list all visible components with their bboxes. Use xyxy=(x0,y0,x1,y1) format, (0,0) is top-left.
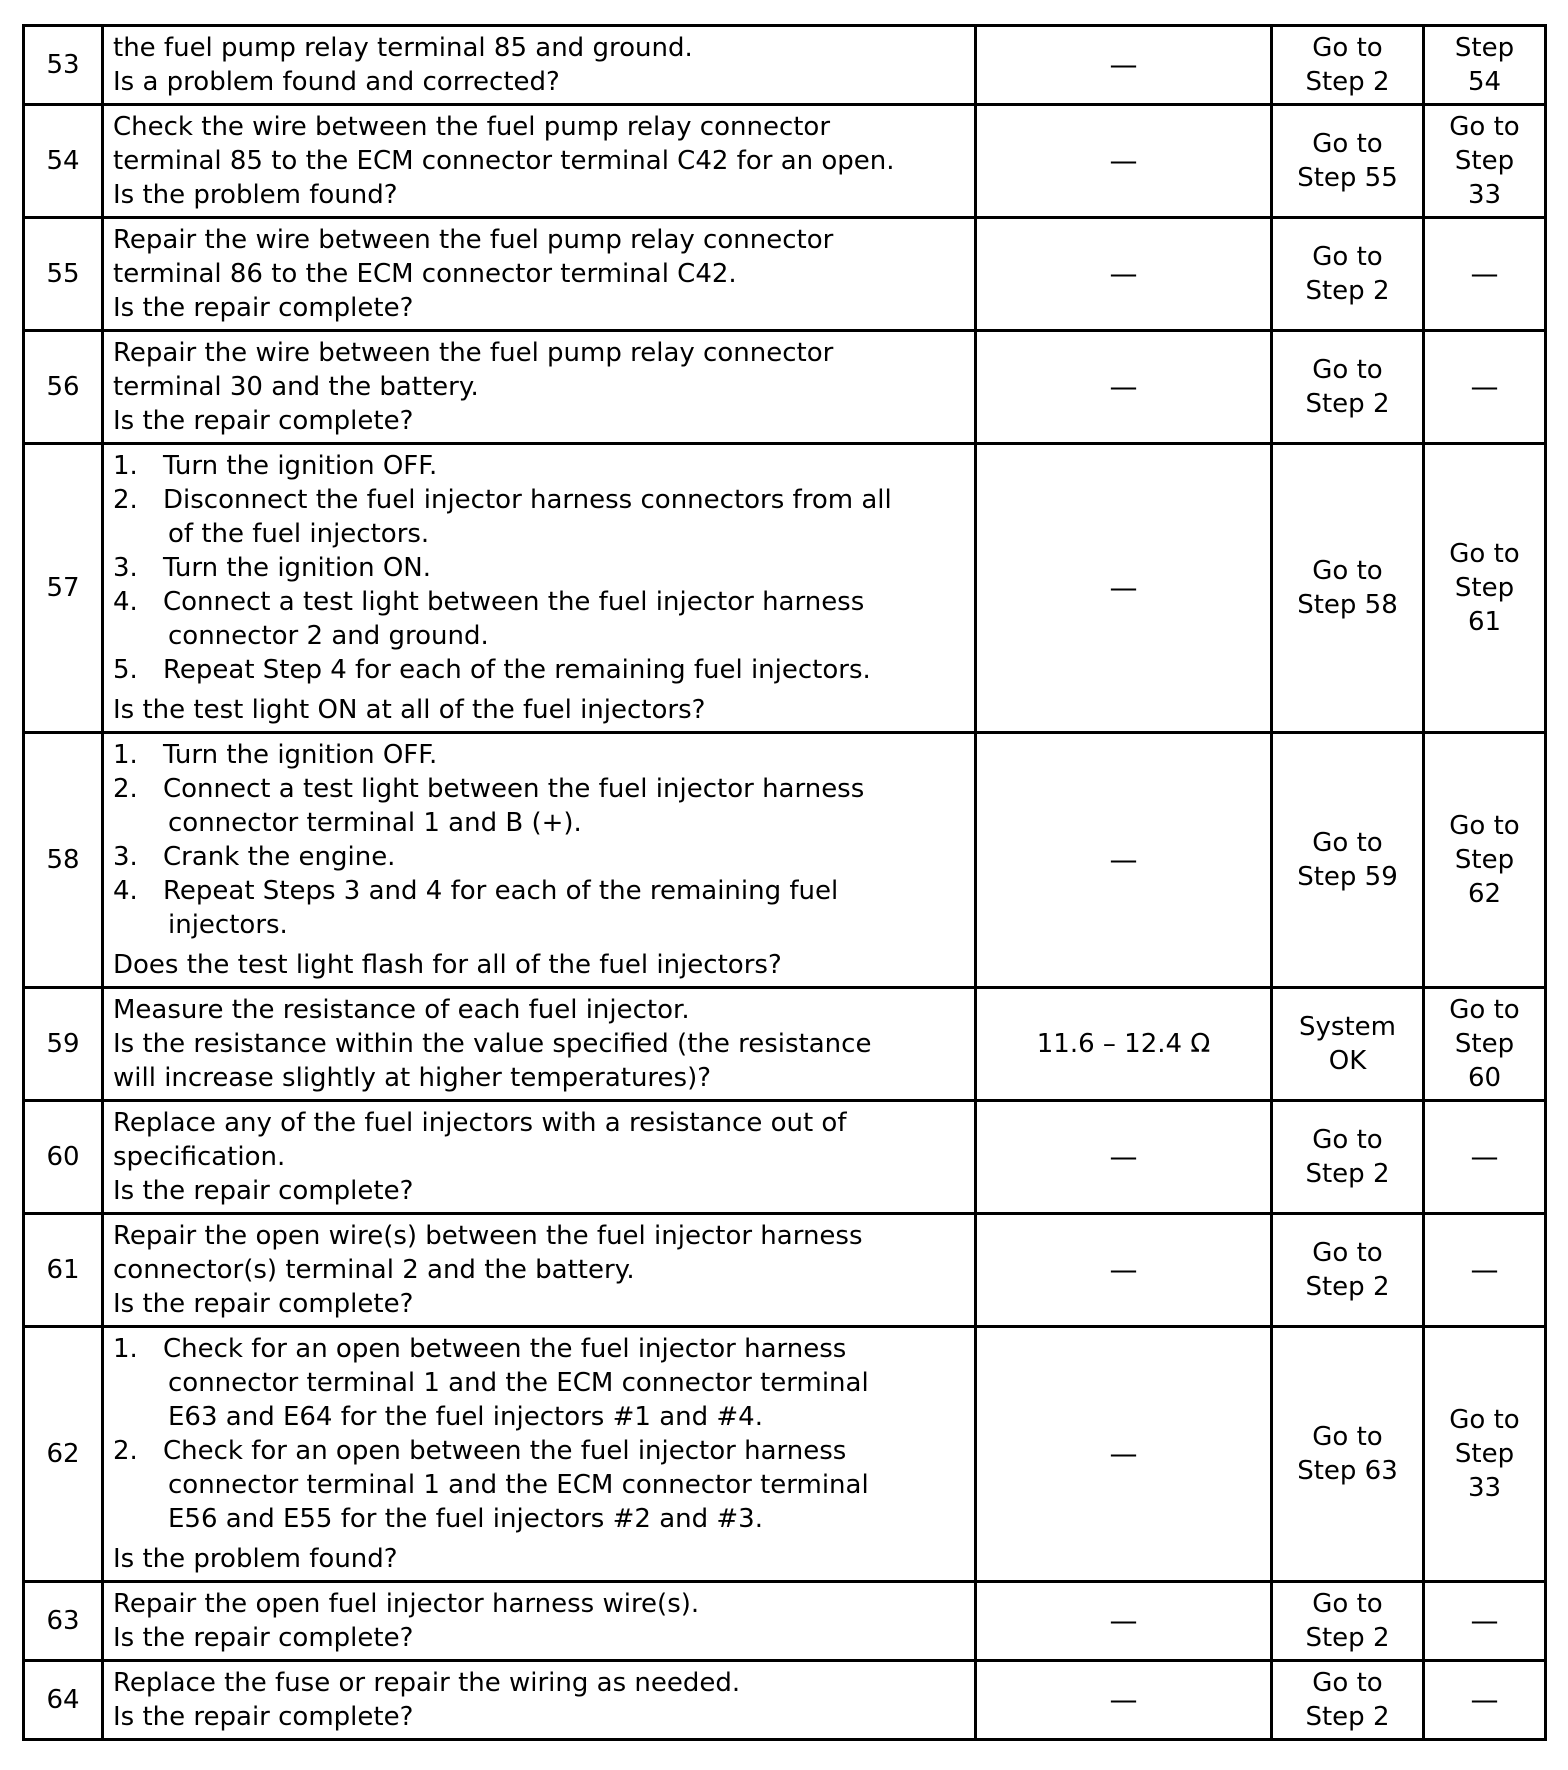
action-text-line: Measure the resistance of each fuel injector. xyxy=(113,995,690,1025)
yes-text-line: Go to xyxy=(1312,828,1383,858)
no-text-line: Go to xyxy=(1449,1405,1520,1435)
action-text-line: Replace the fuse or repair the wiring as needed. xyxy=(113,1668,741,1698)
no-text-line: Step xyxy=(1454,573,1515,603)
yes-text-line: Go to xyxy=(1312,129,1383,159)
no-text-line: — xyxy=(1470,1683,1499,1716)
action-step-text: Crank the engine. xyxy=(163,842,396,872)
action-text-line: Repair the wire between the fuel pump relay connector xyxy=(113,225,834,255)
action-question: Is the problem found? xyxy=(113,1544,398,1574)
step-number: 61 xyxy=(24,1214,103,1327)
yes-text-line: Go to xyxy=(1312,1589,1383,1619)
no-text-line: — xyxy=(1470,1140,1499,1173)
action-step-text: Turn the ignition OFF. xyxy=(163,451,438,481)
value-cell xyxy=(976,1101,1272,1214)
action-text-line: will increase slightly at higher temperatures)? xyxy=(113,1063,712,1093)
value-text: — xyxy=(1109,570,1138,604)
step-number: 57 xyxy=(24,444,103,733)
no-cell xyxy=(1424,1582,1546,1661)
step-number: 59 xyxy=(24,988,103,1101)
action-text-line: connector(s) terminal 2 and the battery. xyxy=(113,1255,635,1285)
no-cell xyxy=(1424,105,1546,218)
action-step-text: injectors. xyxy=(168,910,288,940)
yes-text-line: Step 2 xyxy=(1305,389,1390,419)
action-steps-list xyxy=(113,738,966,942)
table-row xyxy=(24,1101,1546,1214)
action-step-text: Disconnect the fuel injector harness connectors from all xyxy=(163,485,892,515)
no-text-line: — xyxy=(1470,1604,1499,1637)
step-number: 55 xyxy=(24,218,103,331)
table-row xyxy=(24,331,1546,444)
action-step-number: 2. xyxy=(113,1436,138,1466)
yes-text-line: System xyxy=(1299,1012,1396,1042)
action-step-number: 1. xyxy=(113,740,138,770)
action-text-line: Is the repair complete? xyxy=(113,293,414,323)
action-step-item xyxy=(113,772,966,840)
action-step-item xyxy=(113,551,966,585)
action-question: Does the test light flash for all of the fuel injectors? xyxy=(113,950,782,980)
action-step-text: connector terminal 1 and B (+). xyxy=(168,808,582,838)
yes-text-line: Go to xyxy=(1312,355,1383,385)
yes-cell xyxy=(1272,733,1424,988)
yes-text-line: Go to xyxy=(1312,242,1383,272)
step-number: 64 xyxy=(24,1661,103,1740)
yes-cell xyxy=(1272,1582,1424,1661)
no-text-line: — xyxy=(1470,370,1499,403)
no-cell xyxy=(1424,218,1546,331)
action-cell xyxy=(103,1582,976,1661)
yes-cell xyxy=(1272,105,1424,218)
action-step-number: 5. xyxy=(113,655,138,685)
action-cell xyxy=(103,444,976,733)
action-step-number: 2. xyxy=(113,485,138,515)
action-text-line: specification. xyxy=(113,1142,286,1172)
action-text-line: the fuel pump relay terminal 85 and ground. xyxy=(113,33,693,63)
no-cell xyxy=(1424,733,1546,988)
value-cell xyxy=(976,1327,1272,1582)
step-number: 53 xyxy=(24,26,103,105)
action-steps-list xyxy=(113,449,966,687)
value-text: — xyxy=(1109,842,1138,876)
yes-text-line: Step 2 xyxy=(1305,1702,1390,1732)
action-text-line: Repair the open fuel injector harness wire(s). xyxy=(113,1589,700,1619)
yes-text-line: Step 55 xyxy=(1297,163,1398,193)
no-text-line: 33 xyxy=(1467,180,1502,210)
table-row xyxy=(24,988,1546,1101)
yes-cell xyxy=(1272,444,1424,733)
no-text-line: 61 xyxy=(1467,607,1502,637)
value-text: — xyxy=(1109,1682,1138,1716)
value-cell xyxy=(976,1214,1272,1327)
no-cell xyxy=(1424,331,1546,444)
action-cell xyxy=(103,105,976,218)
yes-cell xyxy=(1272,1661,1424,1740)
value-cell xyxy=(976,1582,1272,1661)
no-text-line: 33 xyxy=(1467,1473,1502,1503)
action-cell xyxy=(103,733,976,988)
diagnostic-table-body xyxy=(24,26,1546,1740)
action-step-text: Turn the ignition OFF. xyxy=(163,740,438,770)
yes-text-line: Step 2 xyxy=(1305,1272,1390,1302)
table-row xyxy=(24,1582,1546,1661)
action-step-item xyxy=(113,840,966,874)
action-cell xyxy=(103,218,976,331)
action-step-item xyxy=(113,738,966,772)
action-step-text: Repeat Steps 3 and 4 for each of the remaining fuel xyxy=(163,876,839,906)
action-step-number: 1. xyxy=(113,451,138,481)
value-text: — xyxy=(1109,369,1138,403)
no-text-line: Go to xyxy=(1449,112,1520,142)
yes-cell xyxy=(1272,26,1424,105)
action-text-line: terminal 30 and the battery. xyxy=(113,372,479,402)
yes-text-line: Go to xyxy=(1312,1422,1383,1452)
no-cell xyxy=(1424,988,1546,1101)
value-cell xyxy=(976,733,1272,988)
action-step-text: of the fuel injectors. xyxy=(168,519,430,549)
table-row xyxy=(24,733,1546,988)
action-text-line: Is the resistance within the value specified (the resistance xyxy=(113,1029,872,1059)
action-step-item xyxy=(113,483,966,551)
yes-text-line: Step 2 xyxy=(1305,1623,1390,1653)
action-step-number: 4. xyxy=(113,876,138,906)
value-cell xyxy=(976,105,1272,218)
no-text-line: Step xyxy=(1454,1439,1515,1469)
action-cell xyxy=(103,26,976,105)
no-cell xyxy=(1424,444,1546,733)
action-step-number: 4. xyxy=(113,587,138,617)
action-text-line: Is the repair complete? xyxy=(113,406,414,436)
action-step-number: 3. xyxy=(113,842,138,872)
no-text-line: Step xyxy=(1454,33,1515,63)
action-question: Is the test light ON at all of the fuel injectors? xyxy=(113,695,706,725)
action-cell xyxy=(103,988,976,1101)
action-step-text: Connect a test light between the fuel injector harness xyxy=(163,587,865,617)
action-step-text: E63 and E64 for the fuel injectors #1 and #4. xyxy=(168,1402,763,1432)
action-step-text: Check for an open between the fuel injector harness xyxy=(163,1334,847,1364)
value-cell xyxy=(976,444,1272,733)
diagnostic-table xyxy=(22,24,1547,1741)
no-text-line: Step xyxy=(1454,146,1515,176)
value-cell xyxy=(976,988,1272,1101)
step-number: 58 xyxy=(24,733,103,988)
action-step-text: connector 2 and ground. xyxy=(168,621,489,651)
no-text-line: Go to xyxy=(1449,995,1520,1025)
no-cell xyxy=(1424,1101,1546,1214)
action-text-line: Is the problem found? xyxy=(113,180,398,210)
step-number: 56 xyxy=(24,331,103,444)
action-step-number: 3. xyxy=(113,553,138,583)
action-step-item xyxy=(113,449,966,483)
yes-text-line: Go to xyxy=(1312,1668,1383,1698)
action-text-line: Is the repair complete? xyxy=(113,1289,414,1319)
action-text-line: Check the wire between the fuel pump relay connector xyxy=(113,112,831,142)
no-cell xyxy=(1424,1327,1546,1582)
yes-text-line: Go to xyxy=(1312,33,1383,63)
value-text: — xyxy=(1109,143,1138,177)
action-text-line: Is the repair complete? xyxy=(113,1702,414,1732)
yes-text-line: Step 2 xyxy=(1305,67,1390,97)
action-step-text: Turn the ignition ON. xyxy=(163,553,431,583)
yes-text-line: Go to xyxy=(1312,556,1383,586)
action-text-line: Repair the open wire(s) between the fuel injector harness xyxy=(113,1221,863,1251)
no-text-line: Step xyxy=(1454,845,1515,875)
action-step-item xyxy=(113,653,966,687)
step-number: 62 xyxy=(24,1327,103,1582)
action-step-text: Repeat Step 4 for each of the remaining fuel injectors. xyxy=(163,655,871,685)
action-step-number: 1. xyxy=(113,1334,138,1364)
yes-text-line: Go to xyxy=(1312,1238,1383,1268)
table-row xyxy=(24,218,1546,331)
action-step-text: E56 and E55 for the fuel injectors #2 and #3. xyxy=(168,1504,763,1534)
table-row xyxy=(24,1214,1546,1327)
no-text-line: 62 xyxy=(1467,879,1502,909)
value-text: — xyxy=(1109,1603,1138,1637)
action-text-line: Is the repair complete? xyxy=(113,1623,414,1653)
action-cell xyxy=(103,1661,976,1740)
no-cell xyxy=(1424,1214,1546,1327)
table-row xyxy=(24,444,1546,733)
action-text-line: terminal 85 to the ECM connector terminal C42 for an open. xyxy=(113,146,895,176)
action-step-item xyxy=(113,585,966,653)
table-row xyxy=(24,105,1546,218)
no-cell xyxy=(1424,26,1546,105)
action-cell xyxy=(103,331,976,444)
action-step-text: Connect a test light between the fuel injector harness xyxy=(163,774,865,804)
action-step-number: 2. xyxy=(113,774,138,804)
action-text-line: Is a problem found and corrected? xyxy=(113,67,560,97)
value-text: — xyxy=(1109,256,1138,290)
yes-text-line: Step 58 xyxy=(1297,590,1398,620)
action-cell xyxy=(103,1327,976,1582)
yes-cell xyxy=(1272,1214,1424,1327)
action-text-line: terminal 86 to the ECM connector terminal C42. xyxy=(113,259,737,289)
action-text-line: Repair the wire between the fuel pump relay connector xyxy=(113,338,834,368)
value-text: — xyxy=(1109,1252,1138,1286)
value-cell xyxy=(976,26,1272,105)
yes-cell xyxy=(1272,218,1424,331)
yes-text-line: OK xyxy=(1328,1046,1367,1076)
action-step-text: connector terminal 1 and the ECM connector terminal xyxy=(168,1368,869,1398)
yes-cell xyxy=(1272,331,1424,444)
diagnostic-table-container xyxy=(22,24,1544,1741)
yes-cell xyxy=(1272,1327,1424,1582)
value-text: — xyxy=(1109,1139,1138,1173)
action-step-text: Check for an open between the fuel injector harness xyxy=(163,1436,847,1466)
no-text-line: Go to xyxy=(1449,811,1520,841)
yes-text-line: Step 63 xyxy=(1297,1456,1398,1486)
yes-cell xyxy=(1272,1101,1424,1214)
yes-cell xyxy=(1272,988,1424,1101)
step-number: 54 xyxy=(24,105,103,218)
no-text-line: — xyxy=(1470,257,1499,290)
table-row xyxy=(24,1661,1546,1740)
step-number: 63 xyxy=(24,1582,103,1661)
action-step-text: connector terminal 1 and the ECM connector terminal xyxy=(168,1470,869,1500)
yes-text-line: Step 2 xyxy=(1305,276,1390,306)
yes-text-line: Go to xyxy=(1312,1125,1383,1155)
action-steps-list xyxy=(113,1332,966,1536)
table-row xyxy=(24,1327,1546,1582)
action-cell xyxy=(103,1101,976,1214)
action-step-item xyxy=(113,874,966,942)
value-text: — xyxy=(1109,47,1138,81)
action-text-line: Is the repair complete? xyxy=(113,1176,414,1206)
action-text-line: Replace any of the fuel injectors with a resistance out of xyxy=(113,1108,847,1138)
no-text-line: — xyxy=(1470,1253,1499,1286)
value-text: 11.6 – 12.4 Ω xyxy=(1036,1029,1211,1059)
value-cell xyxy=(976,1661,1272,1740)
no-text-line: Step xyxy=(1454,1029,1515,1059)
no-text-line: Go to xyxy=(1449,539,1520,569)
yes-text-line: Step 59 xyxy=(1297,862,1398,892)
action-step-item xyxy=(113,1332,966,1434)
step-number: 60 xyxy=(24,1101,103,1214)
no-cell xyxy=(1424,1661,1546,1740)
value-cell xyxy=(976,218,1272,331)
action-step-item xyxy=(113,1434,966,1536)
yes-text-line: Step 2 xyxy=(1305,1159,1390,1189)
value-cell xyxy=(976,331,1272,444)
action-cell xyxy=(103,1214,976,1327)
table-row xyxy=(24,26,1546,105)
no-text-line: 54 xyxy=(1467,67,1502,97)
value-text: — xyxy=(1109,1436,1138,1470)
no-text-line: 60 xyxy=(1467,1063,1502,1093)
